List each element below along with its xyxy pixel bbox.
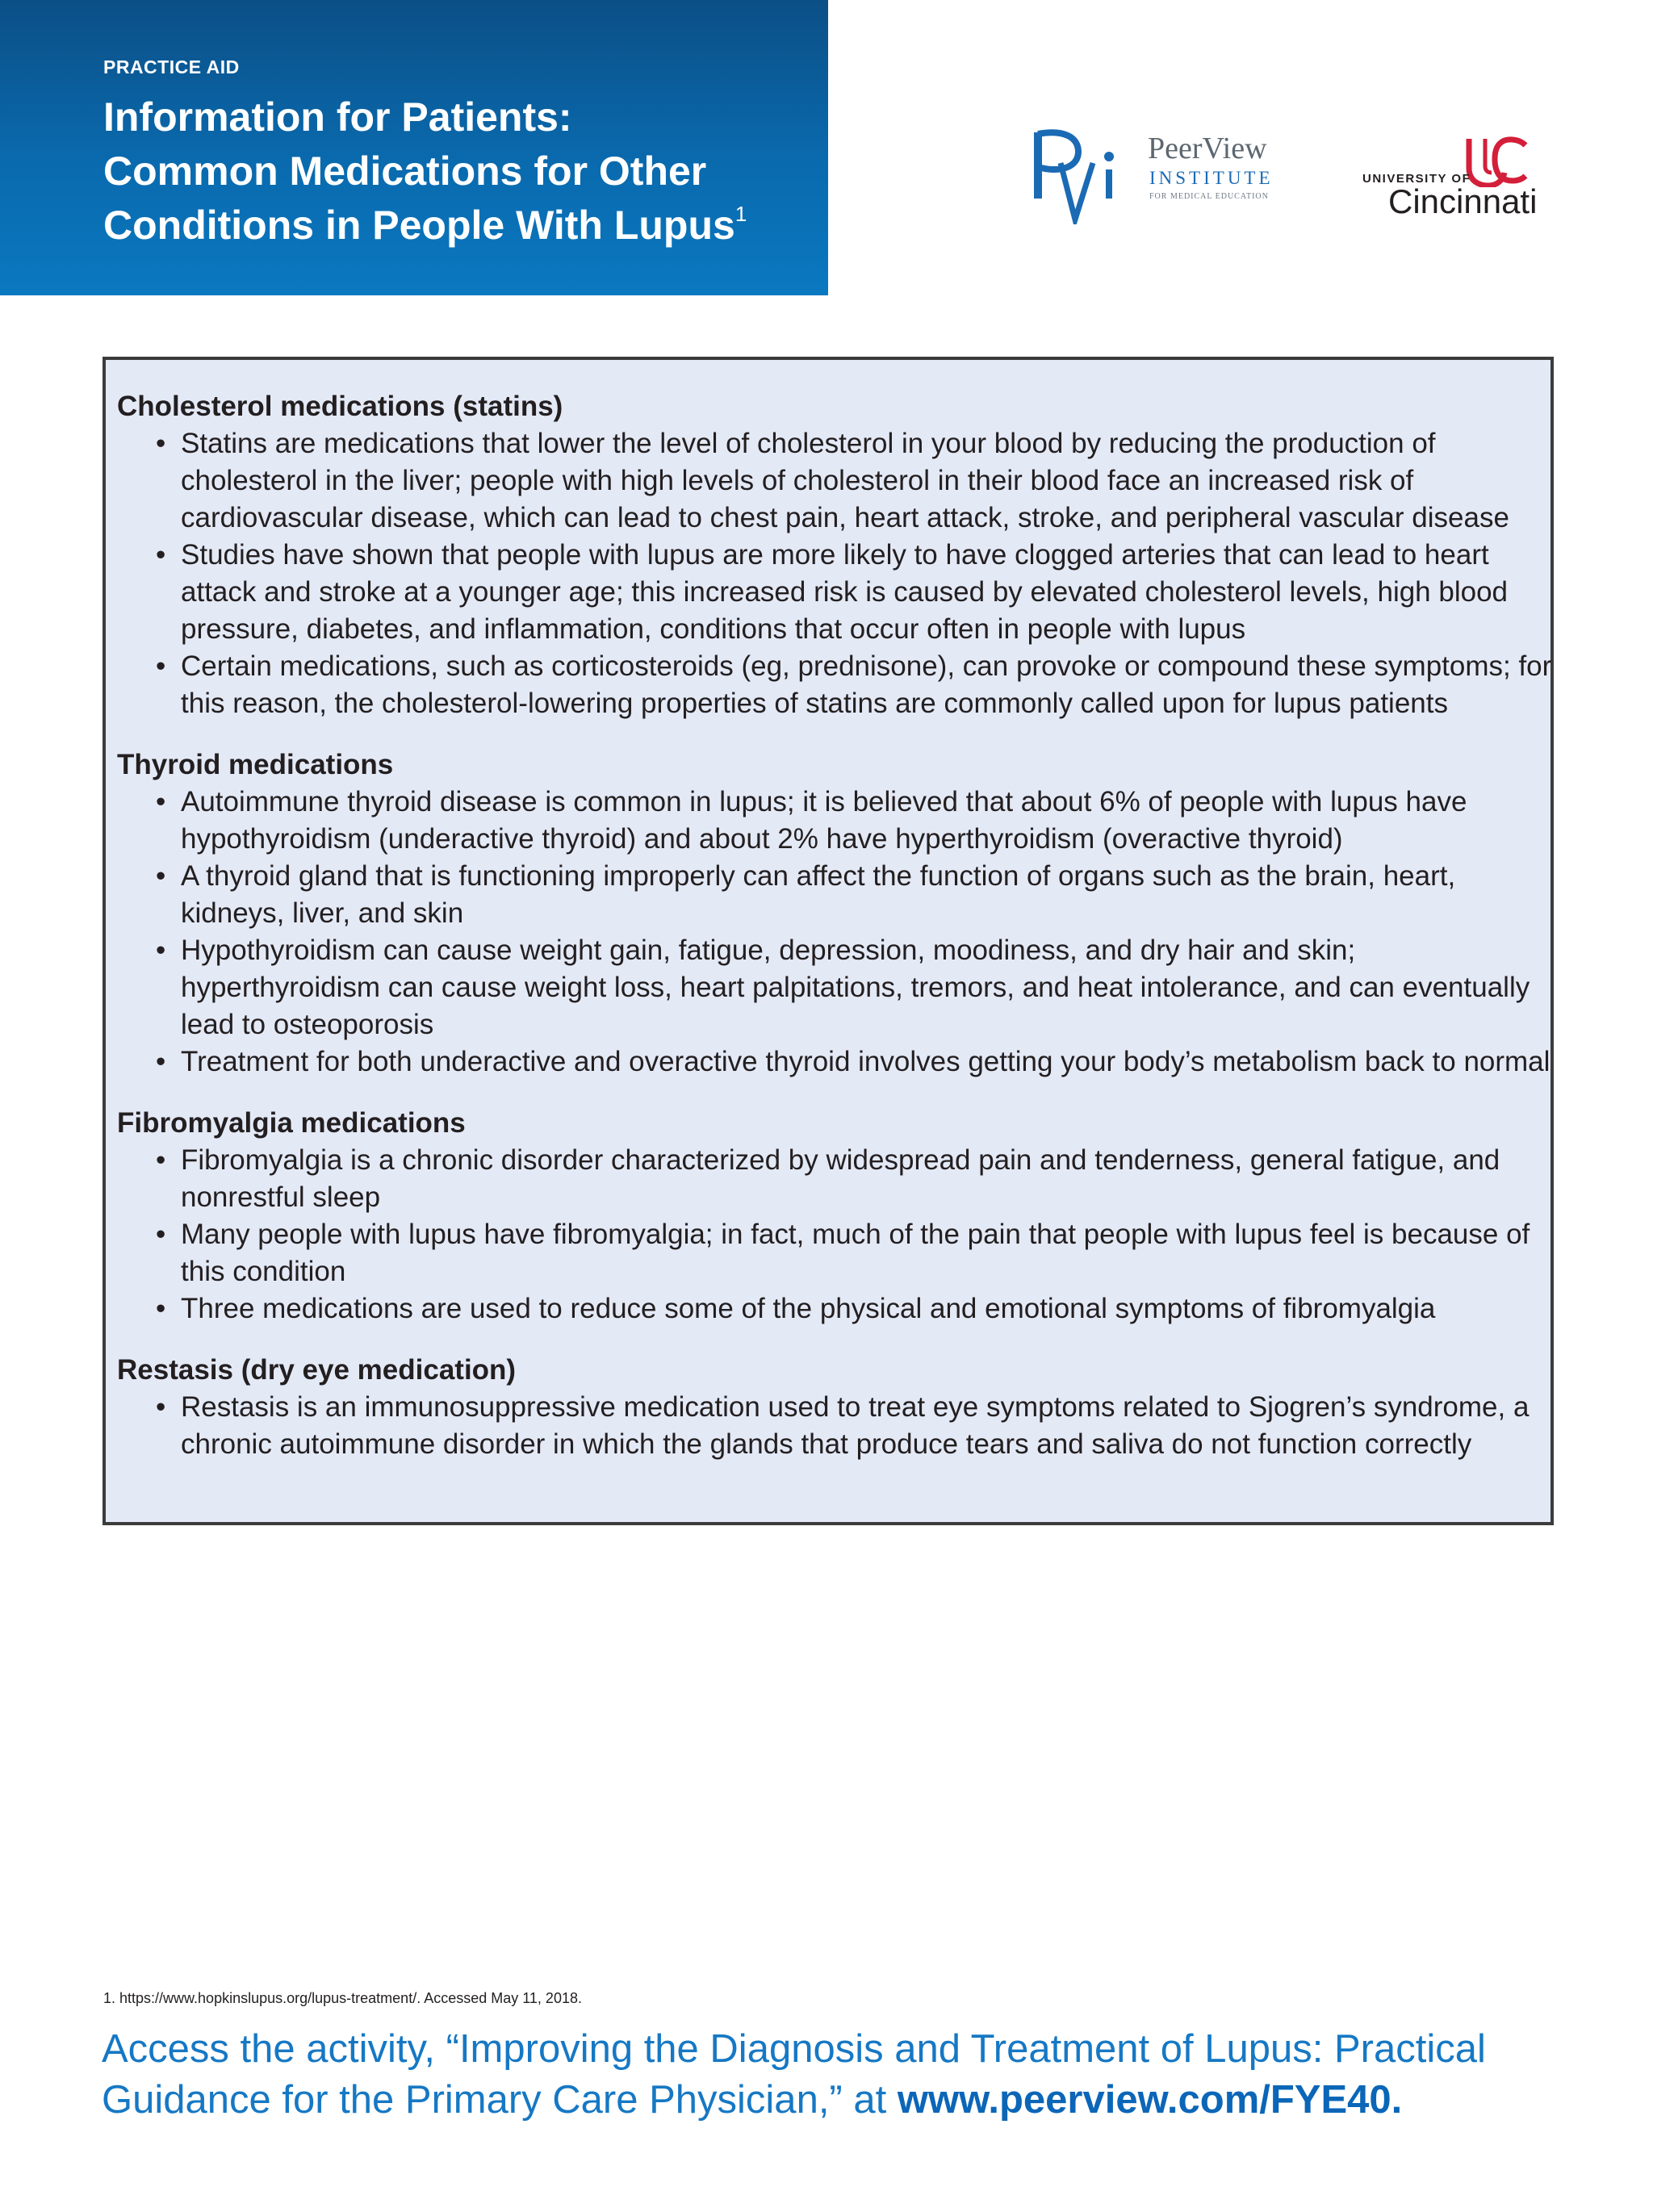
title-line bbox=[103, 199, 814, 253]
section-heading: Cholesterol medications (statins) bbox=[117, 391, 563, 422]
bullet-text: A thyroid gland that is functioning improperly can affect the function of organs such as the brain, heart, kidneys, liver, and skin bbox=[181, 860, 1456, 929]
page-title bbox=[103, 90, 814, 253]
list-item bbox=[117, 1216, 1554, 1290]
uc-monogram-icon bbox=[1466, 136, 1529, 187]
list-item bbox=[117, 1290, 1554, 1328]
list-item bbox=[117, 858, 1554, 932]
bullet-icon: • bbox=[156, 1219, 166, 1250]
title-line: Information for Patients: bbox=[103, 94, 572, 140]
bullet-text: Three medications are used to reduce some of the physical and emotional symptoms of fibromyalgia bbox=[181, 1293, 1436, 1324]
bullet-icon: • bbox=[156, 786, 166, 817]
list-item bbox=[117, 932, 1554, 1043]
section-heading: Fibromyalgia medications bbox=[117, 1107, 466, 1139]
bullet-icon: • bbox=[156, 650, 166, 682]
title-line: Common Medications for Other bbox=[103, 148, 707, 194]
medication-section bbox=[117, 746, 1554, 1081]
cta-line-text: Guidance for the Primary Care Physician,” at bbox=[102, 2078, 898, 2122]
list-item bbox=[117, 425, 1554, 537]
cta-line bbox=[102, 2075, 1619, 2126]
title-footnote-ref: 1 bbox=[734, 202, 747, 226]
pvi-monogram-icon bbox=[1032, 128, 1124, 224]
bullet-text: Studies have shown that people with lupus are more likely to have clogged arteries that can lead to heart attack and stroke at a younger age; this increased risk is caused by elevated cholesterol levels, high blood pressure, diabetes, and inflammation, conditions that occur often in people with lupus bbox=[181, 539, 1509, 645]
header-banner bbox=[0, 0, 828, 295]
bullet-list bbox=[117, 1142, 1554, 1328]
bullet-icon: • bbox=[156, 1391, 166, 1423]
bullet-icon: • bbox=[156, 539, 166, 571]
list-item bbox=[117, 784, 1554, 858]
bullet-icon: • bbox=[156, 860, 166, 892]
bullet-icon: • bbox=[156, 1046, 166, 1077]
list-item bbox=[117, 537, 1554, 648]
uc-prefix: UNIVERSITY OF bbox=[1362, 172, 1471, 186]
bullet-text: Autoimmune thyroid disease is common in lupus; it is believed that about 6% of people with lupus have hypothyroidism (underactive thyroid) and about 2% have hyperthyroidism (overactive thyroid) bbox=[181, 786, 1467, 855]
bullet-text: Fibromyalgia is a chronic disorder characterized by widespread pain and tenderness, general fatigue, and nonrestful sleep bbox=[181, 1144, 1500, 1213]
medication-section bbox=[117, 1105, 1554, 1328]
bullet-text: Certain medications, such as corticosteroids (eg, prednisone), can provoke or compound these symptoms; for this reason, the cholesterol-lowering properties of statins are commonly called upon for lupus patients bbox=[181, 650, 1552, 719]
peerview-institute: INSTITUTE bbox=[1149, 168, 1274, 188]
section-heading: Restasis (dry eye medication) bbox=[117, 1354, 517, 1386]
bullet-text: Many people with lupus have fibromyalgia; in fact, much of the pain that people with lupus feel is because of this condition bbox=[181, 1219, 1530, 1287]
sections-container bbox=[117, 388, 1554, 1487]
list-item bbox=[117, 1043, 1554, 1081]
bullet-list bbox=[117, 425, 1554, 722]
bullet-text: Statins are medications that lower the level of cholesterol in your blood by reducing the production of cholesterol in the liver; people with high levels of cholesterol in their blood face an increased risk of cardiovascular disease, which can lead to chest pain, heart attack, stroke, and peripheral vascular disease bbox=[181, 428, 1509, 533]
bullet-list bbox=[117, 784, 1554, 1081]
uc-name: Cincinnati bbox=[1388, 182, 1538, 220]
bullet-text: Treatment for both underactive and overactive thyroid involves getting your body’s metabolism back to normal bbox=[181, 1046, 1550, 1077]
bullet-icon: • bbox=[156, 935, 166, 966]
peerview-name: PeerView bbox=[1148, 132, 1267, 165]
list-item bbox=[117, 1142, 1554, 1216]
bullet-icon: • bbox=[156, 428, 166, 459]
content-box bbox=[103, 357, 1554, 1525]
bullet-icon: • bbox=[156, 1144, 166, 1176]
cta-line: Access the activity, “Improving the Diagnosis and Treatment of Lupus: Practical bbox=[102, 2027, 1486, 2071]
bullet-list bbox=[117, 1389, 1554, 1463]
bullet-text: Hypothyroidism can cause weight gain, fatigue, depression, moodiness, and dry hair and skin; hyperthyroidism can cause weight loss, heart palpitations, tremors, and heat intolerance, and can eventually lead to osteoporosis bbox=[181, 935, 1530, 1040]
activity-link[interactable]: www.peerview.com/FYE40. bbox=[897, 2078, 1403, 2122]
bullet-icon: • bbox=[156, 1293, 166, 1324]
bullet-text: Restasis is an immunosuppressive medication used to treat eye symptoms related to Sjogren’s syndrome, a chronic autoimmune disorder in which the glands that produce tears and saliva do not function correctly bbox=[181, 1391, 1530, 1460]
peerview-logo bbox=[1032, 128, 1306, 224]
title-line-text: Conditions in People With Lupus bbox=[103, 203, 735, 248]
call-to-action bbox=[102, 2024, 1619, 2126]
medication-section bbox=[117, 388, 1554, 722]
eyebrow-label: PRACTICE AID bbox=[103, 56, 240, 77]
section-heading: Thyroid medications bbox=[117, 749, 394, 780]
list-item bbox=[117, 1389, 1554, 1463]
list-item bbox=[117, 648, 1554, 722]
uc-logo bbox=[1362, 136, 1540, 226]
medication-section bbox=[117, 1352, 1554, 1463]
footnote: 1. https://www.hopkinslupus.org/lupus-treatment/. Accessed May 11, 2018. bbox=[103, 1990, 582, 2006]
peerview-tagline: FOR MEDICAL EDUCATION bbox=[1149, 192, 1269, 201]
